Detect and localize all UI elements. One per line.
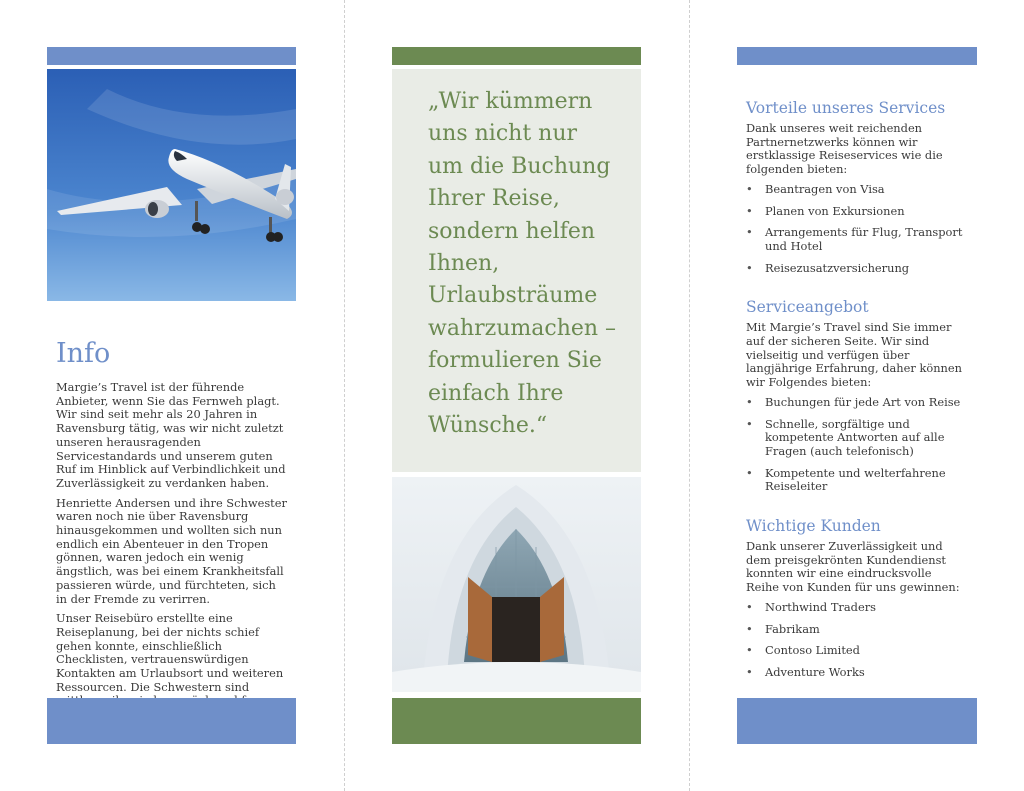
- pull-quote: „Wir kümmern uns nicht nur um die Buchung Ihrer Reise, sondern helfen Ihnen, Urlaubsträume wahrzumachen – formulieren Sie einfach Ihre Wünsche.“: [428, 89, 617, 439]
- info-title: Info: [56, 338, 111, 369]
- list-item: • Fabrikam: [746, 623, 966, 637]
- list-item: • Schnelle, sorgfältige und kompetente Antworten auf alle Fragen (auch telefonisch): [746, 418, 966, 459]
- list-item: • Contoso Limited: [746, 644, 966, 658]
- fold-line-1: [344, 0, 345, 791]
- section-title: Wichtige Kunden: [746, 517, 881, 536]
- list-item: • Planen von Exkursionen: [746, 205, 966, 219]
- info-paragraph-2: Henriette Andersen und ihre Schwester waren noch nie über Ravensburg hinausgekommen und wollten sich nun endlich ein Abenteuer in den Tropen gönnen, waren jedoch ein wenig ängstlich, was bei einem Krankheitsfall passieren würde, und fürchteten, sich in der Fremde zu verirren.: [56, 495, 287, 606]
- section-text: Dank unseres weit reichenden Partnernetzwerks können wir erstklassige Reiseservices wie die folgenden bieten:: [746, 121, 943, 177]
- info-paragraph-3: Unser Reisebüro erstellte eine Reiseplanung, bei der nichts schief gehen konnte, einschließlich Checklisten, vertrauenswürdigen Kontakten am Urlaubsort und weiteren Ressourcen. Die Schwestern sind: [56, 611, 284, 694]
- airplane-photo: [47, 69, 296, 301]
- bottom-bar-panel-1: [47, 698, 296, 744]
- info-body: [56, 381, 288, 742]
- info-paragraph-1: Margie’s Travel ist der führende Anbieter, wenn Sie das Fernweh plagt. Wir sind seit mehr als 20 Jahren in Ravensburg tätig, was wir nicht zuletzt unseren herausragenden Servicestandards und unserem guten Ruf im Hinblick auf Verbindlichkeit und Zuverlässigkeit zu verdanken haben.: [56, 380, 286, 490]
- section-benefits: [746, 98, 966, 275]
- section-key-customers: [746, 516, 966, 680]
- top-bar-panel-3: [737, 47, 977, 65]
- list-item: • Reisezusatzversicherung: [746, 262, 966, 276]
- top-bar-panel-2: [392, 47, 641, 65]
- fold-line-2: [689, 0, 690, 791]
- bullet-list: [746, 396, 966, 494]
- ice-hotel-photo: [392, 477, 641, 692]
- bullet-list: [746, 183, 966, 276]
- list-item: • Northwind Traders: [746, 601, 966, 615]
- bottom-bar-panel-3: [737, 698, 977, 744]
- top-bar-panel-1: [47, 47, 296, 65]
- section-title: Serviceangebot: [746, 298, 869, 317]
- list-item: • Beantragen von Visa: [746, 183, 966, 197]
- list-item: • Buchungen für jede Art von Reise: [746, 396, 966, 410]
- ice-arch-icon: [392, 477, 641, 692]
- list-item: • Kompetente und welterfahrene Reiseleiter: [746, 467, 966, 494]
- section-text: Dank unserer Zuverlässigkeit und dem preisgekrönten Kundendienst konnten wir eine eindrucksvolle Reihe von Kunden für uns gewinnen:: [746, 539, 960, 595]
- services-column: [746, 98, 966, 702]
- bottom-bar-panel-2: [392, 698, 641, 744]
- airplane-icon: [47, 69, 296, 301]
- section-service-offer: [746, 297, 966, 494]
- bullet-list: [746, 601, 966, 680]
- section-text: Mit Margie’s Travel sind Sie immer auf der sicheren Seite. Wir sind vielseitig und verfügen über langjährige Erfahrung, daher können wir Folgendes bieten:: [746, 320, 962, 390]
- list-item: • Arrangements für Flug, Transport und Hotel: [746, 226, 966, 253]
- list-item: • Adventure Works: [746, 666, 966, 680]
- section-title: Vorteile unseres Services: [746, 99, 946, 117]
